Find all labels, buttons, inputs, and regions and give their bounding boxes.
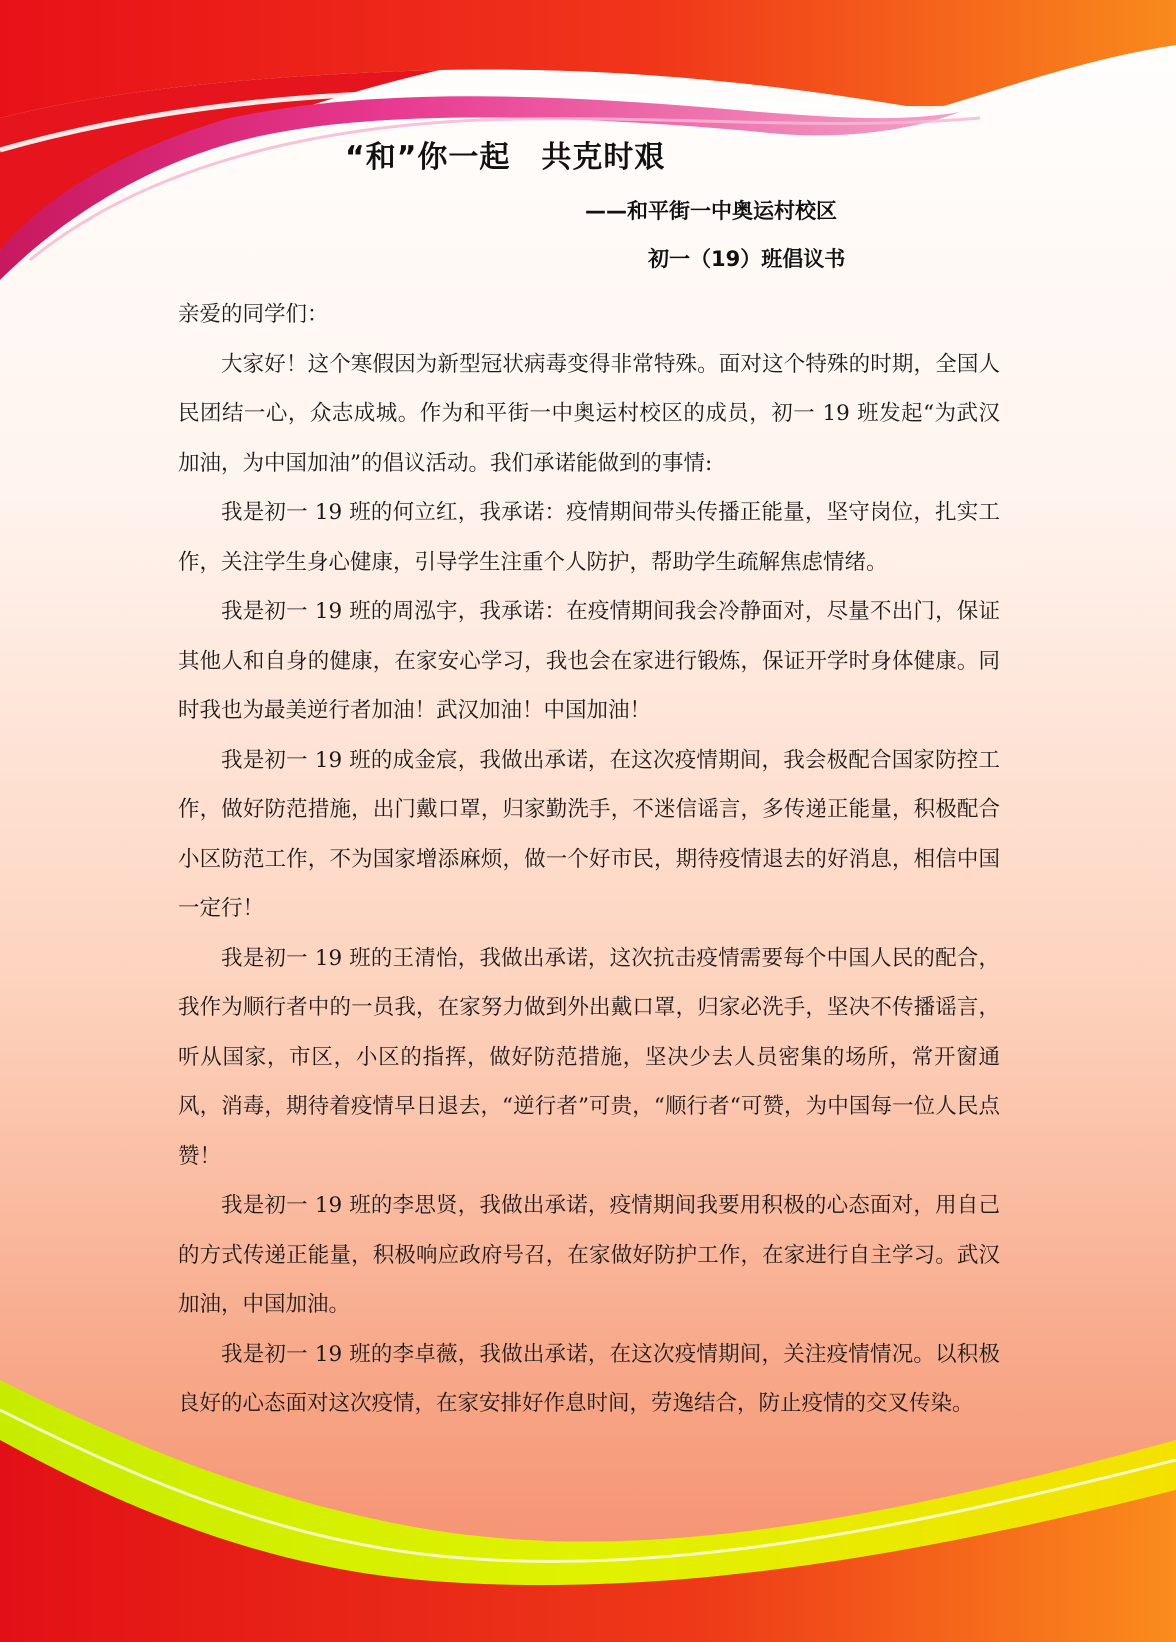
letter-greeting: 亲爱的同学们： bbox=[178, 302, 329, 327]
pledge-paragraph: 我是初一 19 班的李思贤，我做出承诺，疫情期间我要用积极的心态面对，用自己的方式传递正能量，积极响应政府号召，在家做好防护工作，在家进行自主学习。武汉加油，中国加油。 bbox=[178, 1193, 1000, 1317]
pledge-paragraph: 我是初一 19 班的成金宸，我做出承诺，在这次疫情期间，我会极配合国家防控工作，做好防范措施，出门戴口罩，归家勤洗手，不迷信谣言，多传递正能量，积极配合小区防范工作，不为国家增添麻烦，做一个好市民，期待疫情退去的好消息，相信中国一定行！ bbox=[178, 747, 1000, 921]
letter-intro: 大家好！这个寒假因为新型冠状病毒变得非常特殊。面对这个特殊的时期，全国人民团结一心，众志成城。作为和平街一中奥运村校区的成员，初一 19 班发起“为武汉加油，为中国加油”的倡议活动。我们承诺能做到的事情: bbox=[178, 351, 1000, 476]
letter-body bbox=[178, 290, 1000, 1429]
pledge-paragraph: 我是初一 19 班的周泓宇，我承诺：在疫情期间我会冷静面对，尽量不出门，保证其他人和自身的健康，在家安心学习，我也会在家进行锻炼，保证开学时身体健康。同时我也为最美逆行者加油！武汉加油！中国加油！ bbox=[178, 599, 1000, 723]
page-title: “和”你一起 共克时艰 bbox=[345, 140, 666, 175]
school-subtitle: ——和平街一中奥运村校区 bbox=[585, 199, 837, 223]
class-subtitle: 初一（19）班倡议书 bbox=[648, 247, 846, 271]
pledge-paragraph: 我是初一 19 班的王清怡，我做出承诺，这次抗击疫情需要每个中国人民的配合，我作为顺行者中的一员我，在家努力做到外出戴口罩，归家必洗手，坚决不传播谣言，听从国家，市区，小区的指挥，做好防范措施，坚决少去人员密集的场所，常开窗通风，消毒，期待着疫情早日退去，“逆行者”可贵，“顺行者“可赞，为中国每一位人民点赞！ bbox=[178, 945, 1000, 1169]
pledge-paragraph: 我是初一 19 班的何立红，我承诺：疫情期间带头传播正能量，坚守岗位，扎实工作，关注学生身心健康，引导学生注重个人防护，帮助学生疏解焦虑情绪。 bbox=[178, 500, 1000, 575]
pledge-paragraph: 我是初一 19 班的李卓薇，我做出承诺，在这次疫情期间，关注疫情情况。以积极良好的心态面对这次疫情，在家安排好作息时间，劳逸结合，防止疫情的交叉传染。 bbox=[178, 1341, 1000, 1416]
